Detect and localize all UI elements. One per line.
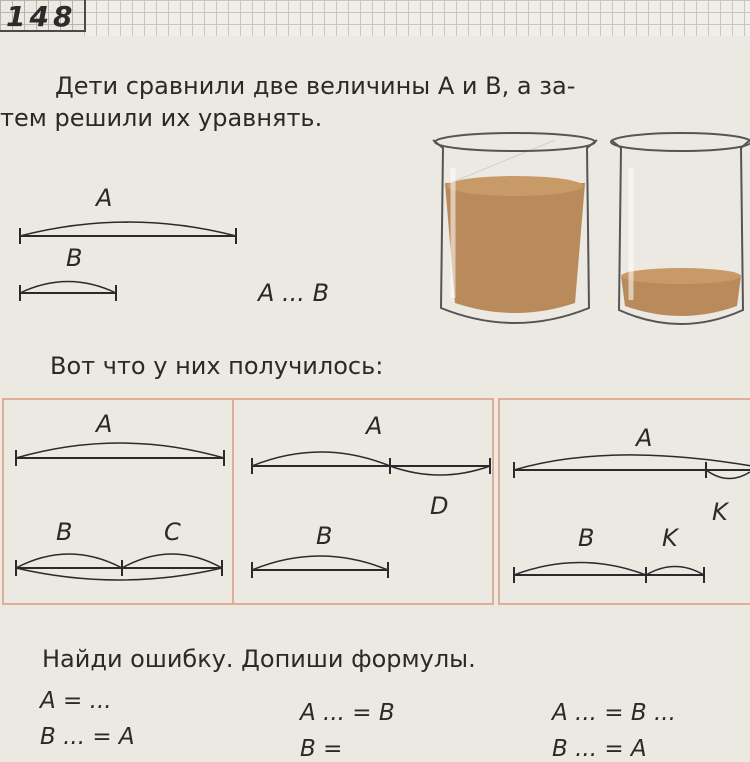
comparison-text: A ... B [258, 279, 330, 307]
label-b: B [66, 244, 83, 272]
panel-3 [498, 398, 750, 605]
formula-col3-row1: A ... = B ... [552, 700, 676, 726]
formula-col1-row1: A = ... [40, 688, 112, 714]
panel-2-arc-b [252, 556, 388, 570]
top-segment-diagram [10, 178, 380, 308]
instruction: Найди ошибку. Допиши формулы. [42, 645, 476, 673]
beaker-low [611, 133, 750, 324]
panel-3-arc-k2 [646, 567, 704, 576]
panel-2-bottom-label: B [316, 522, 333, 550]
panel-2-arc-a [252, 452, 390, 466]
formula-col1-row2: B ... = A [40, 724, 135, 750]
formula-col3-row2: B ... = A [552, 736, 647, 762]
panel-3-bottom-right-label: K [662, 524, 678, 552]
beakers-illustration [425, 128, 750, 338]
panel-1-top-label: A [96, 410, 113, 438]
panel-2-extra-label: D [430, 492, 449, 520]
panel-3-top-label: A [636, 424, 653, 452]
formula-col2-row1: A ... = B [300, 700, 395, 726]
panel-3-arc-a [514, 455, 750, 470]
panel-3-extra-label: K [712, 498, 728, 526]
panel-2-diagram [234, 400, 492, 603]
panel-1-bottom-left-label: B [56, 518, 73, 546]
panel-1 [2, 398, 234, 605]
panel-2 [232, 398, 494, 605]
panel-1-arc-under [16, 568, 222, 580]
task-line-1: Дети сравнили две величины A и B, а за- [55, 72, 576, 100]
exercise-number-box [0, 0, 86, 32]
panel-3-arc-k [706, 470, 750, 479]
panel-3-arc-b [514, 563, 646, 576]
segment-a-arc [20, 222, 236, 236]
panel-2-top-label: A [366, 412, 383, 440]
panel-1-bottom-right-label: C [164, 518, 181, 546]
panel-1-arc-a [16, 443, 224, 458]
task-line-2: тем решили их уравнять. [0, 104, 323, 132]
grid-strip [84, 0, 750, 36]
exercise-number: 148 [6, 0, 77, 33]
label-a: A [96, 184, 113, 212]
panel-3-diagram [500, 400, 750, 603]
panel-1-arc-b [16, 554, 122, 568]
beaker-full [433, 133, 597, 323]
panel-1-arc-c [122, 554, 222, 568]
segment-b-arc [20, 282, 116, 294]
panel-2-arc-d [390, 466, 490, 475]
formula-col2-row2: B = [300, 736, 343, 762]
panel-3-bottom-left-label: B [578, 524, 595, 552]
panel-1-diagram [4, 400, 232, 603]
caption: Вот что у них получилось: [50, 352, 384, 380]
